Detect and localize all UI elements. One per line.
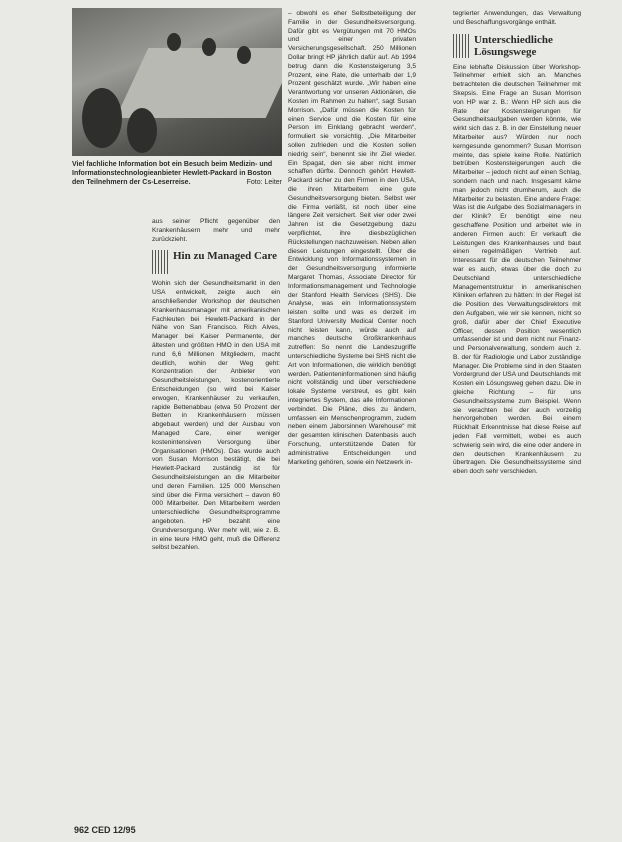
heading-text: Hin zu Managed Care [173, 250, 277, 263]
person [237, 46, 251, 64]
heading-marker-icon [152, 250, 168, 274]
meeting-photo [72, 8, 282, 156]
page-number: 962 [74, 825, 90, 835]
person [127, 108, 157, 153]
paragraph: Eine lebhafte Diskussion über Workshop-Teilnehmer erhielt sich an. Manches betrachteten die deutschen Teilnehmer mit Skepsis. Eine Frage an Susan Morrison von HP war z. B.: Wenn HP sich aus die Rate der Kostensteigerungen für Gesundheitsaufgaben werden könnte, wie wirkt sich das z. B. in der Einstellung neuer Mitarbeiter aus? Würden nur noch kerngesunde genommen? Susan Morrison meinte, das spiele keine Rolle. Natürlich betrüben Kostensteigerungen auch die Mitarbeiter – jedoch nicht auf einen Schlag, sondern nach und nach. Insgesamt käme man jedoch nicht drumherum, auch die Mitarbeiter zu belasten. Eine andere Frage: Was ist die Aufgabe des Sozialmanagers in der Klinik? Er benötigt eine neu geschaffene Position und arbeitet wie in anderen Firmen auch: Er verkauft die Leistungen des Krankenhauses und baut einen regelmäßigen Vertrieb auf. Interessant für die deutschen Teilnehmer war es auch, etwas über die doch zu Deutschland unterschiedliche Managementstruktur in amerikanischen Kliniken erfahren zu hätten: In der Regel ist die Position des Verwaltungsdirektors mit den Aufgaben, wie wir sie kennen, nicht so groß, dafür aber der Chief Executive Officer, dessen Position wesentlich umfassender ist und dem nicht nur Finanz- und Personalverwaltung, sondern auch z. B. der für Radiologie und Labor zuständige Manager. Die Probleme sind in den Staaten Vordergrund der USA und Deutschlands mit Kosten ein Lösungsweg gehen dazu. Die in gleiche Richtung – für uns Gesundheitssysteme zum Beispiel. Wenn sie verachten bei der auch vorzeitig hervorgehoben werden. Bei einem Rückhalt Erkenntnisse hat diese Reise auf jeden Fall vermittelt, wobei es auch schwierig sein wird, die eine oder andere in den deutschen Krankenhäusern zu übertragen. Die Gesundheitssysteme sind eben doch sehr verschieden. [453, 63, 581, 476]
section-heading [152, 250, 280, 274]
caption-text: Viel fachliche Information bot ein Besuch beim Medizin- und Informationstechnologieanbieter Hewlett-Packard in Boston den Teilnehmern der Cs-Leserreise. [72, 161, 273, 186]
issue-label: CED 12/95 [91, 825, 136, 835]
column-1 [152, 218, 280, 553]
heading-text: Unterschiedliche Lösungswege [474, 33, 553, 58]
paragraph: aus seiner Pflicht gegenüber den Krankenhäusern mehr und mehr zurückzieht. [152, 218, 280, 243]
section-heading [453, 34, 581, 58]
column-2 [288, 10, 416, 467]
paragraph: tegrierter Anwendungen, das Verwaltung und Beschaffungsvorgänge enthält. [453, 10, 581, 26]
heading-marker-icon [453, 34, 469, 58]
photo-credit: Foto: Leiter [246, 179, 282, 186]
paragraph: – obwohl es eher Selbstbeteiligung der Familie in der Gesundheitsversorgung. Dafür gibt es Vergütungen mit 70 HMOs und einer privaten Versicherungsgesellschaft. 250 Millionen Dollar bringt HP jährlich dafür auf. Ab 1994 betrug dann die Kostensteigerung 3,5 Prozent, eine Rate, die unterhalb der 1,9 Prozent geschätzt wurde. „Wir haben eine Verantwortung vor unseren Aktionären, die Kosten im Rahmen zu halten“, sagt Susan Morrison. „Dafür müssen die Kosten für einen Service und die Kosten für eine Person im Einklang gebracht werden“, formuliert sie vorsichtig. „Die Mitarbeiter sollen zufrieden und die Kosten sollen niedrig sein“, benennt sie ihr Ziel wieder. Ein Spagat, den sie aber nicht immer schaffen dürfte. Dennoch gehört Hewlett-Packard sicher zu den Firmen in den USA, die ihren Mitarbeitern eine gute Gesundheitsversorgung bieten. Selbst wer die Firma verläßt, ist noch über eine längere Zeit versichert. Seit vier oder zwei Jahren ist die Gesetzgebung dazu verpflichtet, ihre diesbezüglichen Rückstellungen nachzuweisen. Neben allen diesen Leistungen eingestellt. Über die Entwicklung von Informationssystemen in der Gesundheitsversorgung informierte Margaret Thomas, Associate Director für Informationsmanagement und Technologie der Stanford Health Services (SHS). Die Analyse, was ein Informationssystem leisten sollte und was es derzeit im Stanford University Medical Center noch nicht leisten kann, würde auch auf manches deutsche Großkrankenhaus zutreffen: So nennt die Landeszugriffe unterschiedliche Systeme bei SHS nicht die Art von Informationen, die wirklich benötigt werden. Patienteninformationen sind häufig nicht vollständig und über verschiedene lokale Systeme verstreut, es gibt kein integriertes System, das alle Informationen verbindet. Die Pläne, dies zu ändern, umfassen ein Menschenprogramm, zudem neben einem „laborsinnen Warehouse“ mit der gesamten klinischen Datenbasis auch Forschung, unterstützende Daten für administrative Entscheidungen und Marketing gehören, sowie ein Netzwerk in- [288, 10, 416, 466]
paragraph: Wohin sich der Gesundheitsmarkt in den USA entwickelt, zeigte auch ein anschließender Workshop der deutschen Krankenhausmanager mit amerikanischen Fachleuten bei Hewlett-Packard in der Nähe von San Francisco. Rich Alves, Manager bei Kaiser Permanente, der ältesten und größten HMO in den USA mit rund 6,6 Millionen Mitgliedern, macht deutlich, wohin der Weg geht: Konzentration der Anbieter von Gesundheitsleistungen, kostenorientierte Entscheidungen (so wird bei Kaiser erwogen, Krankenhäuser zu verkaufen, rapide Bettenabbau (etwa 50 Prozent der Betten in Krankenhäusern müssen abgebaut werden) und der Ausbau von Managed Care, einer weniger kostenintensiven Versorgung über Organisationen (HMOs). Das wurde auch von Susan Morrison bestätigt, die bei Hewlett-Packard zuständig ist für Gesundheitsleistungen an die Mitarbeiter und deren Familien. 125 000 Menschen sind über die Firma versichert – davon 60 000 Mitarbeiter. Den Mitarbeitern werden unterschiedliche Gesundheitsprogramme angeboten. HP bezahlt eine Grundversorgung. Wer mehr will, wie z. B. in eine teure HMO geht, muß die Differenz selbst bezahlen. [152, 280, 280, 552]
person [202, 38, 216, 56]
page-footer [74, 825, 136, 835]
person [167, 33, 181, 51]
person [82, 88, 122, 148]
photo-caption [72, 160, 282, 187]
column-3 [453, 10, 581, 477]
